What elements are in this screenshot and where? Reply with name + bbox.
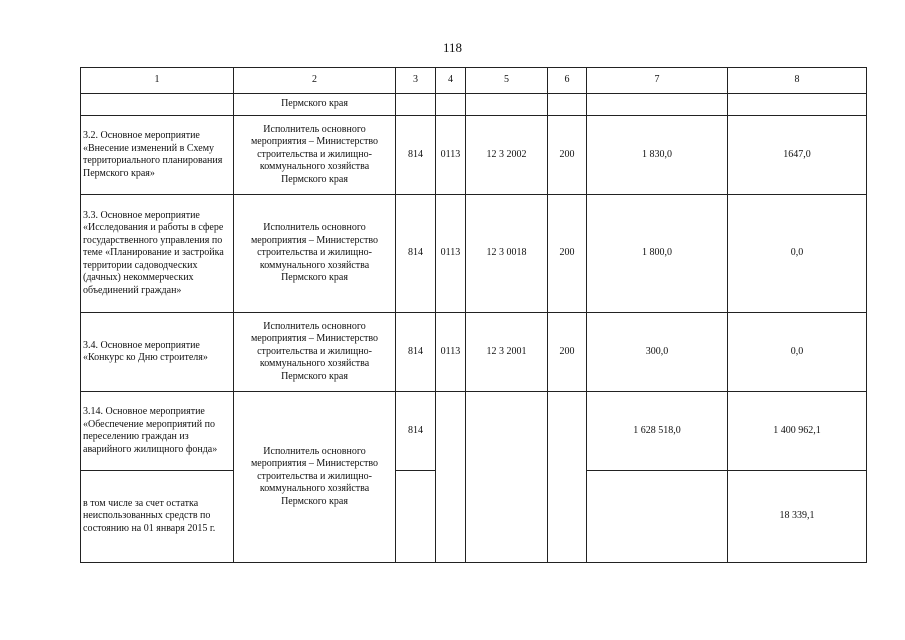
continuation-row bbox=[81, 94, 867, 116]
cell-target: 12 3 0018 bbox=[466, 195, 548, 313]
cell-amount bbox=[587, 94, 728, 116]
cell-code bbox=[396, 471, 436, 563]
column-header: 3 bbox=[396, 68, 436, 94]
column-header: 2 bbox=[234, 68, 396, 94]
cell-amount: 1647,0 bbox=[728, 116, 867, 195]
cell-amount: 1 628 518,0 bbox=[587, 392, 728, 471]
cell-activity: 3.3. Основное мероприятие «Исследования и работы в сфере государственного управления по теме «Планирование и застройка территории садоводческих (дачных) некоммерческих объединений граждан» bbox=[81, 195, 234, 313]
cell-executor: Исполнитель основного мероприятия – Министерство строительства и жилищно-коммунального хозяйства Пермского края bbox=[234, 195, 396, 313]
cell-activity: 3.14. Основное мероприятие «Обеспечение мероприятий по переселению граждан из аварийного жилищного фонда» bbox=[81, 392, 234, 471]
cell-executor: Пермского края bbox=[234, 94, 396, 116]
table-row bbox=[81, 195, 867, 313]
cell-code: 814 bbox=[396, 116, 436, 195]
column-header: 6 bbox=[548, 68, 587, 94]
cell-amount: 18 339,1 bbox=[728, 471, 867, 563]
cell-amount: 0,0 bbox=[728, 195, 867, 313]
cell-code bbox=[396, 94, 436, 116]
cell-type bbox=[548, 392, 587, 563]
table-row bbox=[81, 392, 867, 471]
cell-section: 0113 bbox=[436, 313, 466, 392]
cell-amount: 0,0 bbox=[728, 313, 867, 392]
cell-amount: 1 400 962,1 bbox=[728, 392, 867, 471]
cell-activity: в том числе за счет остатка неиспользованных средств по состоянию на 01 января 2015 г. bbox=[81, 471, 234, 563]
cell-amount: 1 800,0 bbox=[587, 195, 728, 313]
cell-code: 814 bbox=[396, 195, 436, 313]
cell-code: 814 bbox=[396, 392, 436, 471]
cell-amount: 1 830,0 bbox=[587, 116, 728, 195]
cell-target: 12 3 2002 bbox=[466, 116, 548, 195]
column-header: 1 bbox=[81, 68, 234, 94]
cell-type: 200 bbox=[548, 195, 587, 313]
column-header: 7 bbox=[587, 68, 728, 94]
column-header: 5 bbox=[466, 68, 548, 94]
table-row bbox=[81, 116, 867, 195]
cell-section: 0113 bbox=[436, 116, 466, 195]
cell-section: 0113 bbox=[436, 195, 466, 313]
cell-section bbox=[436, 392, 466, 563]
cell-amount bbox=[728, 94, 867, 116]
cell-target: 12 3 2001 bbox=[466, 313, 548, 392]
column-header: 8 bbox=[728, 68, 867, 94]
cell-activity: 3.2. Основное мероприятие «Внесение изменений в Схему территориального планирования Пермского края» bbox=[81, 116, 234, 195]
cell-target bbox=[466, 392, 548, 563]
cell-amount: 300,0 bbox=[587, 313, 728, 392]
cell-section bbox=[436, 94, 466, 116]
cell-type: 200 bbox=[548, 313, 587, 392]
cell-target bbox=[466, 94, 548, 116]
column-header: 4 bbox=[436, 68, 466, 94]
cell-code: 814 bbox=[396, 313, 436, 392]
budget-table bbox=[80, 67, 867, 563]
column-header-row bbox=[81, 68, 867, 94]
cell-type bbox=[548, 94, 587, 116]
page-number: 118 bbox=[442, 40, 463, 55]
table-row bbox=[81, 313, 867, 392]
cell-activity bbox=[81, 94, 234, 116]
cell-type: 200 bbox=[548, 116, 587, 195]
cell-activity: 3.4. Основное мероприятие «Конкурс ко Дню строителя» bbox=[81, 313, 234, 392]
cell-executor: Исполнитель основного мероприятия – Министерство строительства и жилищно-коммунального хозяйства Пермского края bbox=[234, 392, 396, 563]
cell-executor: Исполнитель основного мероприятия – Министерство строительства и жилищно-коммунального хозяйства Пермского края bbox=[234, 313, 396, 392]
cell-executor: Исполнитель основного мероприятия – Министерство строительства и жилищно-коммунального хозяйства Пермского края bbox=[234, 116, 396, 195]
cell-amount bbox=[587, 471, 728, 563]
